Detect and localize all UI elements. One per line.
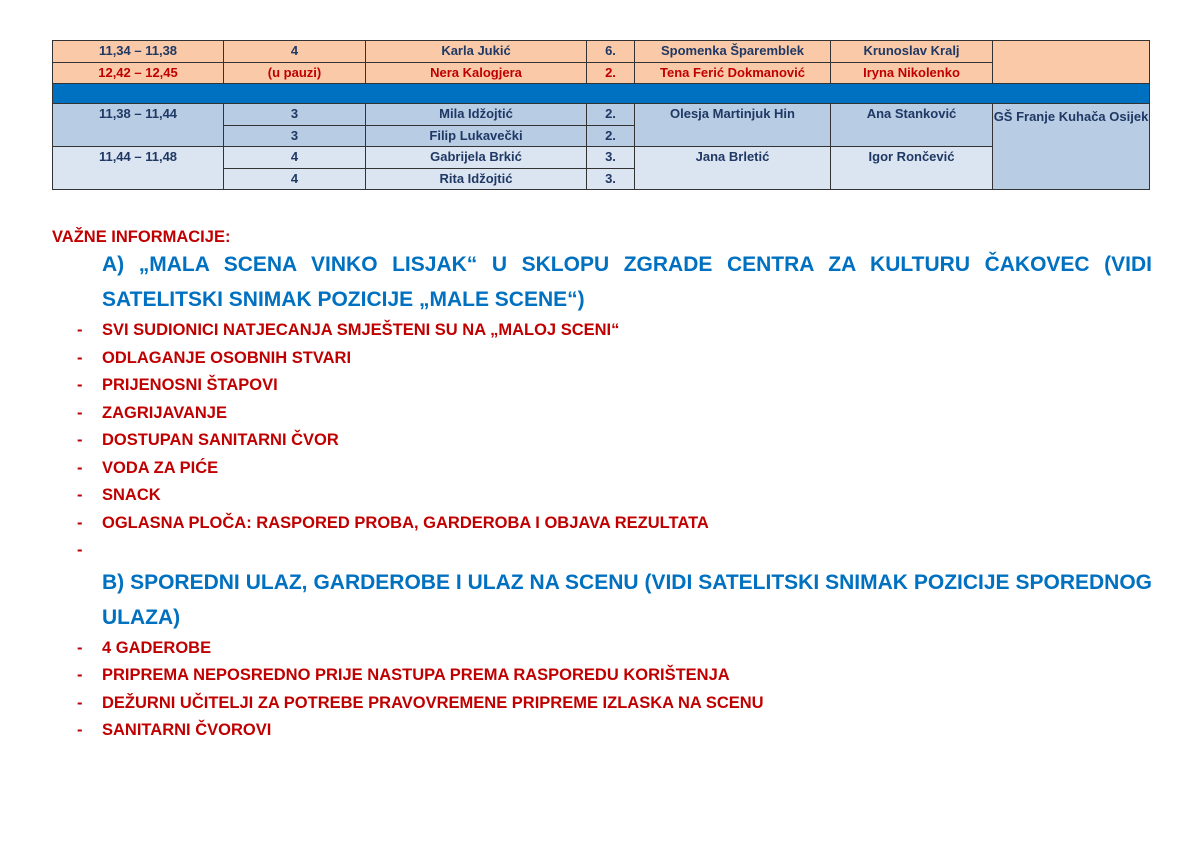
grade-cell: 4 xyxy=(224,41,366,63)
grade-cell: 3 xyxy=(224,125,366,147)
list-item xyxy=(52,690,1152,718)
separator-row xyxy=(53,84,1150,104)
list-item xyxy=(52,717,1152,745)
student-cell: Nera Kalogjera xyxy=(366,62,587,84)
bullet-dash: - xyxy=(77,721,83,739)
bullet-dash: - xyxy=(77,486,83,504)
accompanist-cell: Igor Rončević xyxy=(831,147,993,190)
accompanist-cell: Iryna Nikolenko xyxy=(831,62,993,84)
separator-cell xyxy=(53,84,1150,104)
grade-cell: (u pauzi) xyxy=(224,62,366,84)
student-cell: Mila Idžojtić xyxy=(366,104,587,126)
school-cell xyxy=(993,41,1150,84)
list-item xyxy=(52,510,1152,538)
list-item xyxy=(52,400,1152,428)
grade-cell: 4 xyxy=(224,147,366,169)
bullet-dash: - xyxy=(77,513,83,532)
accompanist-cell: Ana Stanković xyxy=(831,104,993,147)
time-cell: 11,38 – 11,44 xyxy=(53,104,224,147)
teacher-cell: Jana Brletić xyxy=(635,147,831,190)
list-item-text: ZAGRIJAVANJE xyxy=(102,403,227,422)
accompanist-cell: Krunoslav Kralj xyxy=(831,41,993,63)
list-item xyxy=(52,635,1152,663)
bullet-dash: - xyxy=(77,376,83,394)
class-cell: 6. xyxy=(587,41,635,63)
time-cell: 12,42 – 12,45 xyxy=(53,62,224,84)
table-row xyxy=(53,41,1150,63)
bullet-dash: - xyxy=(77,321,83,339)
grade-cell: 4 xyxy=(224,168,366,190)
list-item-text: ODLAGANJE OSOBNIH STVARI xyxy=(102,348,352,367)
list-item-text: OGLASNA PLOČA: RASPORED PROBA, GARDEROBA I OBJAVA REZULTATA xyxy=(102,513,709,532)
list-item-text: SNACK xyxy=(102,486,161,504)
teacher-cell: Olesja Martinjuk Hin xyxy=(635,104,831,147)
section-a-heading: A) „MALA SCENA VINKO LISJAK“ U SKLOPU ZGRADE CENTRA ZA KULTURU ČAKOVEC (VIDI SATELITSKI SNIMAK POZICIJE „MALE SCENE“) xyxy=(102,253,1152,311)
list-item-text: DEŽURNI UČITELJI ZA POTREBE PRAVOVREMENE PRIPREME IZLASKA NA SCENU xyxy=(102,693,764,712)
class-cell: 2. xyxy=(587,62,635,84)
bullet-dash: - xyxy=(77,458,83,477)
list-item xyxy=(52,345,1152,373)
table-row xyxy=(53,62,1150,84)
grade-cell: 3 xyxy=(224,104,366,126)
time-cell: 11,44 – 11,48 xyxy=(53,147,224,190)
teacher-cell: Tena Ferić Dokmanović xyxy=(635,62,831,84)
class-cell: 3. xyxy=(587,147,635,169)
student-cell: Rita Idžojtić xyxy=(366,168,587,190)
list-item xyxy=(52,317,1152,345)
list-item-text: PRIPREMA NEPOSREDNO PRIJE NASTUPA PREMA RASPOREDU KORIŠTENJA xyxy=(102,666,730,684)
section-b-list xyxy=(52,635,1152,745)
student-cell: Gabrijela Brkić xyxy=(366,147,587,169)
section-b-heading: B) SPOREDNI ULAZ, GARDEROBE I ULAZ NA SCENU (VIDI SATELITSKI SNIMAK POZICIJE SPOREDNOG ULAZA) xyxy=(102,570,1152,629)
bullet-dash: - xyxy=(77,693,83,712)
list-item xyxy=(52,455,1152,483)
bullet-dash: - xyxy=(77,348,83,367)
bullet-dash: - xyxy=(77,638,83,657)
list-item xyxy=(52,372,1152,400)
list-item-text: DOSTUPAN SANITARNI ČVOR xyxy=(102,431,339,449)
school-cell: GŠ Franje Kuhača Osijek xyxy=(993,104,1150,190)
table-row xyxy=(53,104,1150,126)
time-cell: 11,34 – 11,38 xyxy=(53,41,224,63)
list-item-text: SANITARNI ČVOROVI xyxy=(102,721,272,739)
teacher-cell: Spomenka Šparemblek xyxy=(635,41,831,63)
section-a-list xyxy=(52,317,1152,565)
info-title: VAŽNE INFORMACIJE: xyxy=(52,228,231,246)
list-item-text: PRIJENOSNI ŠTAPOVI xyxy=(102,376,278,394)
bullet-dash: - xyxy=(77,666,83,684)
student-cell: Filip Lukavečki xyxy=(366,125,587,147)
list-item-text: SVI SUDIONICI NATJECANJA SMJEŠTENI SU NA „MALOJ SCENI“ xyxy=(102,321,620,339)
list-item xyxy=(52,427,1152,455)
student-cell: Karla Jukić xyxy=(366,41,587,63)
class-cell: 2. xyxy=(587,125,635,147)
schedule-table xyxy=(52,40,1150,190)
list-item xyxy=(52,482,1152,510)
class-cell: 2. xyxy=(587,104,635,126)
list-item xyxy=(52,662,1152,690)
list-item xyxy=(52,537,1152,565)
list-item-text: 4 GADEROBE xyxy=(102,638,212,657)
list-item-text: VODA ZA PIĆE xyxy=(102,458,219,477)
class-cell: 3. xyxy=(587,168,635,190)
bullet-dash: - xyxy=(77,431,83,449)
bullet-dash: - xyxy=(77,403,83,422)
bullet-dash: - xyxy=(77,541,83,559)
important-info-section xyxy=(52,228,1152,745)
table-row xyxy=(53,147,1150,169)
